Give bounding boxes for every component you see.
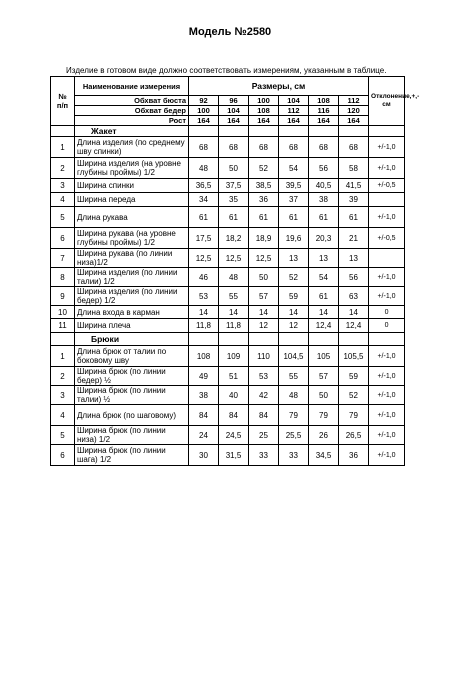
measurement-value: 39,5 [279, 179, 309, 193]
table-row [51, 207, 405, 228]
measurement-name: Ширина рукава (по линии низа)1/2 [75, 249, 189, 268]
measurement-value: 34,5 [309, 445, 339, 466]
measurement-name: Ширина брюк (по линии шага) 1/2 [75, 445, 189, 466]
dimension-value: 112 [279, 106, 309, 116]
measurement-value: 54 [309, 268, 339, 287]
measurement-value: 110 [249, 346, 279, 367]
row-number: 6 [51, 228, 75, 249]
measurement-value: 59 [279, 287, 309, 306]
measurement-value: 53 [249, 367, 279, 386]
measurement-value: 84 [189, 405, 219, 426]
measurement-value: 21 [339, 228, 369, 249]
measurement-value: 20,3 [309, 228, 339, 249]
measurement-value: 53 [189, 287, 219, 306]
dimension-value: 164 [339, 116, 369, 126]
measurement-value: 24 [189, 426, 219, 445]
dimension-value: 108 [309, 96, 339, 106]
measurement-value: 35 [219, 193, 249, 207]
measurement-value: 56 [339, 268, 369, 287]
measurement-value: 14 [309, 306, 339, 319]
measurement-value: 11,8 [189, 319, 219, 333]
measurement-value: 25 [249, 426, 279, 445]
measurement-value: 13 [279, 249, 309, 268]
measurement-value: 48 [189, 158, 219, 179]
measurement-name: Ширина изделия (по линии талии) 1/2 [75, 268, 189, 287]
measurement-value: 14 [249, 306, 279, 319]
measurement-value: 84 [219, 405, 249, 426]
header-row [51, 77, 405, 96]
dimension-value: 108 [249, 106, 279, 116]
measurement-value: 12,5 [219, 249, 249, 268]
row-number: 5 [51, 426, 75, 445]
measurement-value: 38,5 [249, 179, 279, 193]
measurement-value: 68 [309, 137, 339, 158]
measurement-value: 105 [309, 346, 339, 367]
row-number: 5 [51, 207, 75, 228]
dimension-value: 112 [339, 96, 369, 106]
measurement-name: Ширина рукава (на уровне глубины проймы) 1/2 [75, 228, 189, 249]
tolerance-value: +/-0,5 [369, 228, 405, 249]
measurement-value: 68 [189, 137, 219, 158]
dimension-value: 164 [279, 116, 309, 126]
measurement-value: 46 [189, 268, 219, 287]
section-spacer [339, 126, 369, 137]
dimension-value: 116 [309, 106, 339, 116]
table-row [51, 386, 405, 405]
measurement-value: 63 [339, 287, 369, 306]
measurement-value: 14 [189, 306, 219, 319]
tolerance-value: +/-1,0 [369, 426, 405, 445]
measurement-value: 61 [189, 207, 219, 228]
table-row [51, 249, 405, 268]
num-header [51, 77, 75, 126]
table-row [51, 179, 405, 193]
measurement-table [50, 76, 420, 466]
measurement-value: 68 [339, 137, 369, 158]
tolerance-header: Отклонение,+,- см [369, 77, 405, 126]
row-number: 6 [51, 445, 75, 466]
measurement-value: 25,5 [279, 426, 309, 445]
measurement-value: 61 [279, 207, 309, 228]
section-spacer [279, 333, 309, 346]
row-number: 3 [51, 179, 75, 193]
measurement-value: 38 [189, 386, 219, 405]
measurement-value: 49 [189, 367, 219, 386]
measurement-value: 84 [249, 405, 279, 426]
measurement-value: 34 [189, 193, 219, 207]
table-row [51, 319, 405, 333]
dimension-row [51, 106, 405, 116]
section-spacer [189, 333, 219, 346]
measurement-name: Длина брюк от талии по боковому шву [75, 346, 189, 367]
tolerance-value: +/-1,0 [369, 445, 405, 466]
measurement-name: Ширина спинки [75, 179, 189, 193]
measurement-value: 51 [219, 367, 249, 386]
row-number: 9 [51, 287, 75, 306]
tolerance-value: +/-1,0 [369, 287, 405, 306]
tolerance-value: +/-1,0 [369, 386, 405, 405]
measurement-value: 30 [189, 445, 219, 466]
measurement-name: Длина брюк (по шаговому) [75, 405, 189, 426]
measurement-value: 13 [339, 249, 369, 268]
measurement-value: 68 [249, 137, 279, 158]
measurement-value: 55 [219, 287, 249, 306]
measurement-name: Ширина брюк (по линии низа) 1/2 [75, 426, 189, 445]
measurement-value: 33 [249, 445, 279, 466]
measurement-value: 31,5 [219, 445, 249, 466]
section-spacer [249, 333, 279, 346]
measurement-value: 12,4 [339, 319, 369, 333]
measurement-value: 57 [309, 367, 339, 386]
measurement-name: Ширина брюк (по линии бедер) ½ [75, 367, 189, 386]
measurement-name: Длина изделия (по среднему шву спинки) [75, 137, 189, 158]
sizes-header: Размеры, см [189, 77, 369, 96]
row-number: 3 [51, 386, 75, 405]
measurement-name: Ширина плеча [75, 319, 189, 333]
row-number: 2 [51, 158, 75, 179]
measurement-value: 52 [249, 158, 279, 179]
measurement-value: 13 [309, 249, 339, 268]
row-number: 4 [51, 405, 75, 426]
tolerance-value: +/-1,0 [369, 268, 405, 287]
measurement-name: Ширина изделия (на уровне глубины проймы) 1/2 [75, 158, 189, 179]
tolerance-value [369, 193, 405, 207]
measurement-name: Длина входа в карман [75, 306, 189, 319]
section-header-row [51, 126, 405, 137]
measurement-value: 50 [219, 158, 249, 179]
section-spacer [219, 126, 249, 137]
document-subtitle: Изделие в готовом виде должно соответствовать измерениям, указанным в таблице. [66, 66, 387, 75]
measurement-value: 68 [219, 137, 249, 158]
measurement-value: 24,5 [219, 426, 249, 445]
measurement-value: 26,5 [339, 426, 369, 445]
table-row [51, 137, 405, 158]
measurement-value: 39 [339, 193, 369, 207]
measurement-name: Ширина брюк (по линии талии) ½ [75, 386, 189, 405]
tolerance-value: +/-1,0 [369, 137, 405, 158]
measurement-value: 36 [249, 193, 279, 207]
measurement-value: 37 [279, 193, 309, 207]
dimension-row [51, 96, 405, 106]
tolerance-value: +/-1,0 [369, 405, 405, 426]
measurement-value: 18,2 [219, 228, 249, 249]
measurement-value: 48 [219, 268, 249, 287]
tolerance-value: +/-0,5 [369, 179, 405, 193]
table-row [51, 228, 405, 249]
dimension-value: 104 [279, 96, 309, 106]
dimension-value: 96 [219, 96, 249, 106]
dimension-value: 164 [189, 116, 219, 126]
measurement-value: 61 [339, 207, 369, 228]
row-number: 11 [51, 319, 75, 333]
measurement-value: 41,5 [339, 179, 369, 193]
measurement-value: 38 [309, 193, 339, 207]
tolerance-value: 0 [369, 319, 405, 333]
measurement-value: 26 [309, 426, 339, 445]
table-row [51, 405, 405, 426]
measurement-value: 52 [279, 268, 309, 287]
tolerance-value [369, 249, 405, 268]
dimension-value: 164 [249, 116, 279, 126]
tolerance-value: +/-1,0 [369, 367, 405, 386]
table-row [51, 287, 405, 306]
measurement-value: 14 [339, 306, 369, 319]
measurement-value: 40 [219, 386, 249, 405]
measurement-value: 61 [309, 207, 339, 228]
row-number: 7 [51, 249, 75, 268]
tolerance-value: +/-1,0 [369, 207, 405, 228]
dimension-value: 104 [219, 106, 249, 116]
row-number: 8 [51, 268, 75, 287]
tolerance-value: +/-1,0 [369, 158, 405, 179]
table-row [51, 268, 405, 287]
measurement-value: 14 [219, 306, 249, 319]
section-title: Жакет [75, 126, 189, 137]
measurement-value: 108 [189, 346, 219, 367]
measurement-value: 104,5 [279, 346, 309, 367]
dimension-value: 100 [249, 96, 279, 106]
measurement-name: Ширина переда [75, 193, 189, 207]
measurement-value: 56 [309, 158, 339, 179]
measurement-value: 33 [279, 445, 309, 466]
measurement-value: 59 [339, 367, 369, 386]
num-header-sublabel: п/п [56, 101, 69, 110]
row-number: 2 [51, 367, 75, 386]
row-number: 10 [51, 306, 75, 319]
measurement-value: 48 [279, 386, 309, 405]
measurement-value: 17,5 [189, 228, 219, 249]
measurement-value: 55 [279, 367, 309, 386]
dimension-value: 92 [189, 96, 219, 106]
dimension-value: 120 [339, 106, 369, 116]
measurement-value: 54 [279, 158, 309, 179]
section-spacer [279, 126, 309, 137]
tolerance-value: +/-1,0 [369, 346, 405, 367]
measurement-value: 12,5 [249, 249, 279, 268]
measurement-value: 61 [219, 207, 249, 228]
measurement-value: 11,8 [219, 319, 249, 333]
measurement-value: 50 [249, 268, 279, 287]
measurement-value: 79 [279, 405, 309, 426]
row-number: 1 [51, 346, 75, 367]
measurement-value: 61 [309, 287, 339, 306]
section-spacer [309, 333, 339, 346]
measurement-name: Ширина изделия (по линии бедер) 1/2 [75, 287, 189, 306]
dimension-value: 100 [189, 106, 219, 116]
section-spacer [51, 333, 75, 346]
measurement-value: 18,9 [249, 228, 279, 249]
section-title: Брюки [75, 333, 189, 346]
measurement-value: 36,5 [189, 179, 219, 193]
measurement-name: Длина рукава [75, 207, 189, 228]
measurement-value: 12,4 [309, 319, 339, 333]
measurement-value: 36 [339, 445, 369, 466]
section-spacer [309, 126, 339, 137]
dimension-label: Обхват бедер [75, 106, 189, 116]
dimension-label: Обхват бюста [75, 96, 189, 106]
table-row [51, 346, 405, 367]
table-row [51, 158, 405, 179]
measurement-value: 14 [279, 306, 309, 319]
table-row [51, 445, 405, 466]
section-header-row [51, 333, 405, 346]
dimension-value: 164 [219, 116, 249, 126]
measurement-value: 79 [309, 405, 339, 426]
section-spacer [219, 333, 249, 346]
section-spacer [51, 126, 75, 137]
measurement-value: 68 [279, 137, 309, 158]
section-spacer [339, 333, 369, 346]
measurement-value: 50 [309, 386, 339, 405]
dimension-row [51, 116, 405, 126]
row-number: 1 [51, 137, 75, 158]
table-row [51, 426, 405, 445]
measurement-value: 79 [339, 405, 369, 426]
measurement-value: 40,5 [309, 179, 339, 193]
measurement-value: 109 [219, 346, 249, 367]
table-row [51, 306, 405, 319]
measurement-value: 19,6 [279, 228, 309, 249]
measurement-value: 52 [339, 386, 369, 405]
row-number: 4 [51, 193, 75, 207]
measurement-value: 42 [249, 386, 279, 405]
measurement-value: 105,5 [339, 346, 369, 367]
section-spacer [369, 126, 405, 137]
name-header: Наименование измерения [75, 77, 189, 96]
measurement-value: 12 [279, 319, 309, 333]
section-spacer [189, 126, 219, 137]
dimension-value: 164 [309, 116, 339, 126]
measurement-value: 58 [339, 158, 369, 179]
measurement-value: 57 [249, 287, 279, 306]
measurement-value: 12 [249, 319, 279, 333]
num-header-label: № [58, 92, 67, 101]
section-spacer [369, 333, 405, 346]
dimension-label: Рост [75, 116, 189, 126]
table-row [51, 367, 405, 386]
tolerance-value: 0 [369, 306, 405, 319]
measurement-value: 37,5 [219, 179, 249, 193]
measurement-value: 61 [249, 207, 279, 228]
document-title: Модель №2580 [188, 26, 272, 38]
section-spacer [249, 126, 279, 137]
table-row [51, 193, 405, 207]
measurement-value: 12,5 [189, 249, 219, 268]
